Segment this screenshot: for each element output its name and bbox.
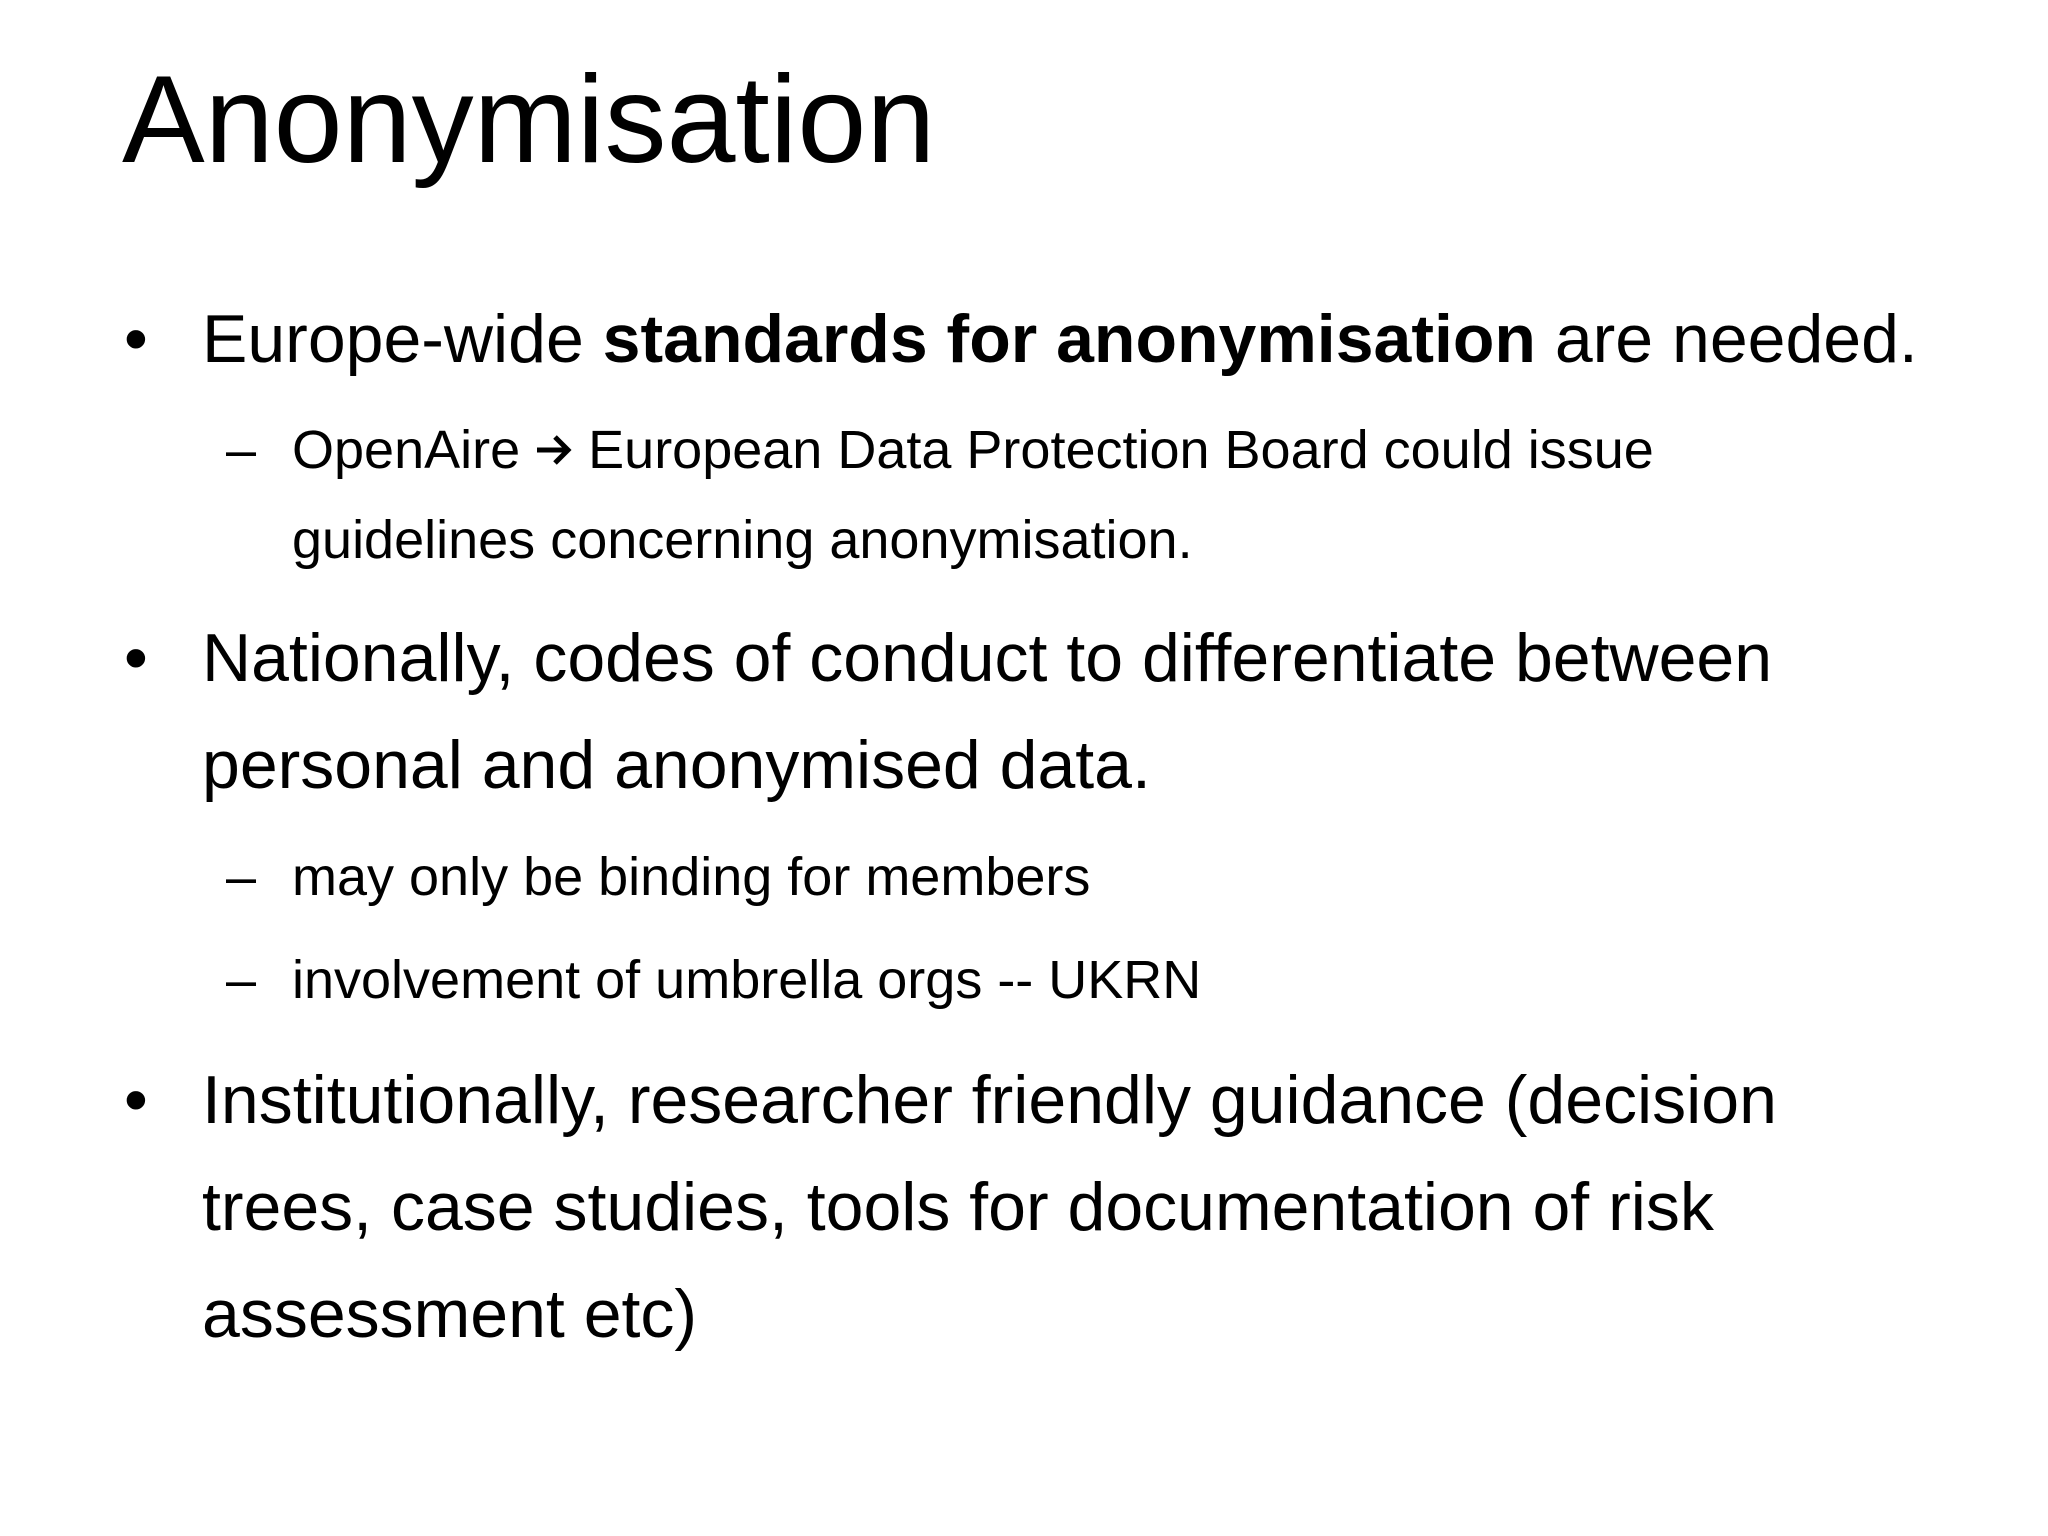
subbullet-line: guidelines concerning anonymisation. xyxy=(292,510,1193,570)
subbullet-marker: – xyxy=(226,950,257,1010)
bullet-line: assessment etc) xyxy=(202,1276,698,1352)
bullet-text xyxy=(202,286,2002,393)
right-arrow-icon xyxy=(535,432,573,468)
text-segment: OpenAire xyxy=(292,420,536,480)
text-segment: are needed. xyxy=(1535,301,1918,377)
bold-text-segment: standards for anonymisation xyxy=(602,301,1536,377)
bullet-text xyxy=(202,1047,2002,1368)
subbullet-line: involvement of umbrella orgs -- UKRN xyxy=(292,950,1202,1010)
text-segment: European Data Protection Board could issue xyxy=(573,420,1654,480)
bullet-line: personal and anonymised data. xyxy=(202,727,1151,803)
text-segment: Europe-wide xyxy=(202,301,603,377)
subbullet-text xyxy=(292,405,1832,585)
subbullet-marker: – xyxy=(226,847,257,907)
slide-title: Anonymisation xyxy=(122,51,936,189)
bullet-line xyxy=(202,286,2002,393)
subbullet-line xyxy=(292,405,1832,495)
bullet-marker: • xyxy=(124,1062,148,1138)
bullet-marker: • xyxy=(124,620,148,696)
bullet-line: Nationally, codes of conduct to differentiate between xyxy=(202,620,1773,696)
bullet-marker: • xyxy=(124,301,148,377)
subbullet-line: may only be binding for members xyxy=(292,847,1091,907)
bullet-line: trees, case studies, tools for documentation of risk xyxy=(202,1169,1714,1245)
bullet-line: Institutionally, researcher friendly guidance (decision xyxy=(202,1062,1777,1138)
subbullet-marker: – xyxy=(226,420,257,480)
subbullet-text xyxy=(292,832,1832,922)
bullet-text xyxy=(202,605,2002,819)
subbullet-text xyxy=(292,935,1832,1025)
